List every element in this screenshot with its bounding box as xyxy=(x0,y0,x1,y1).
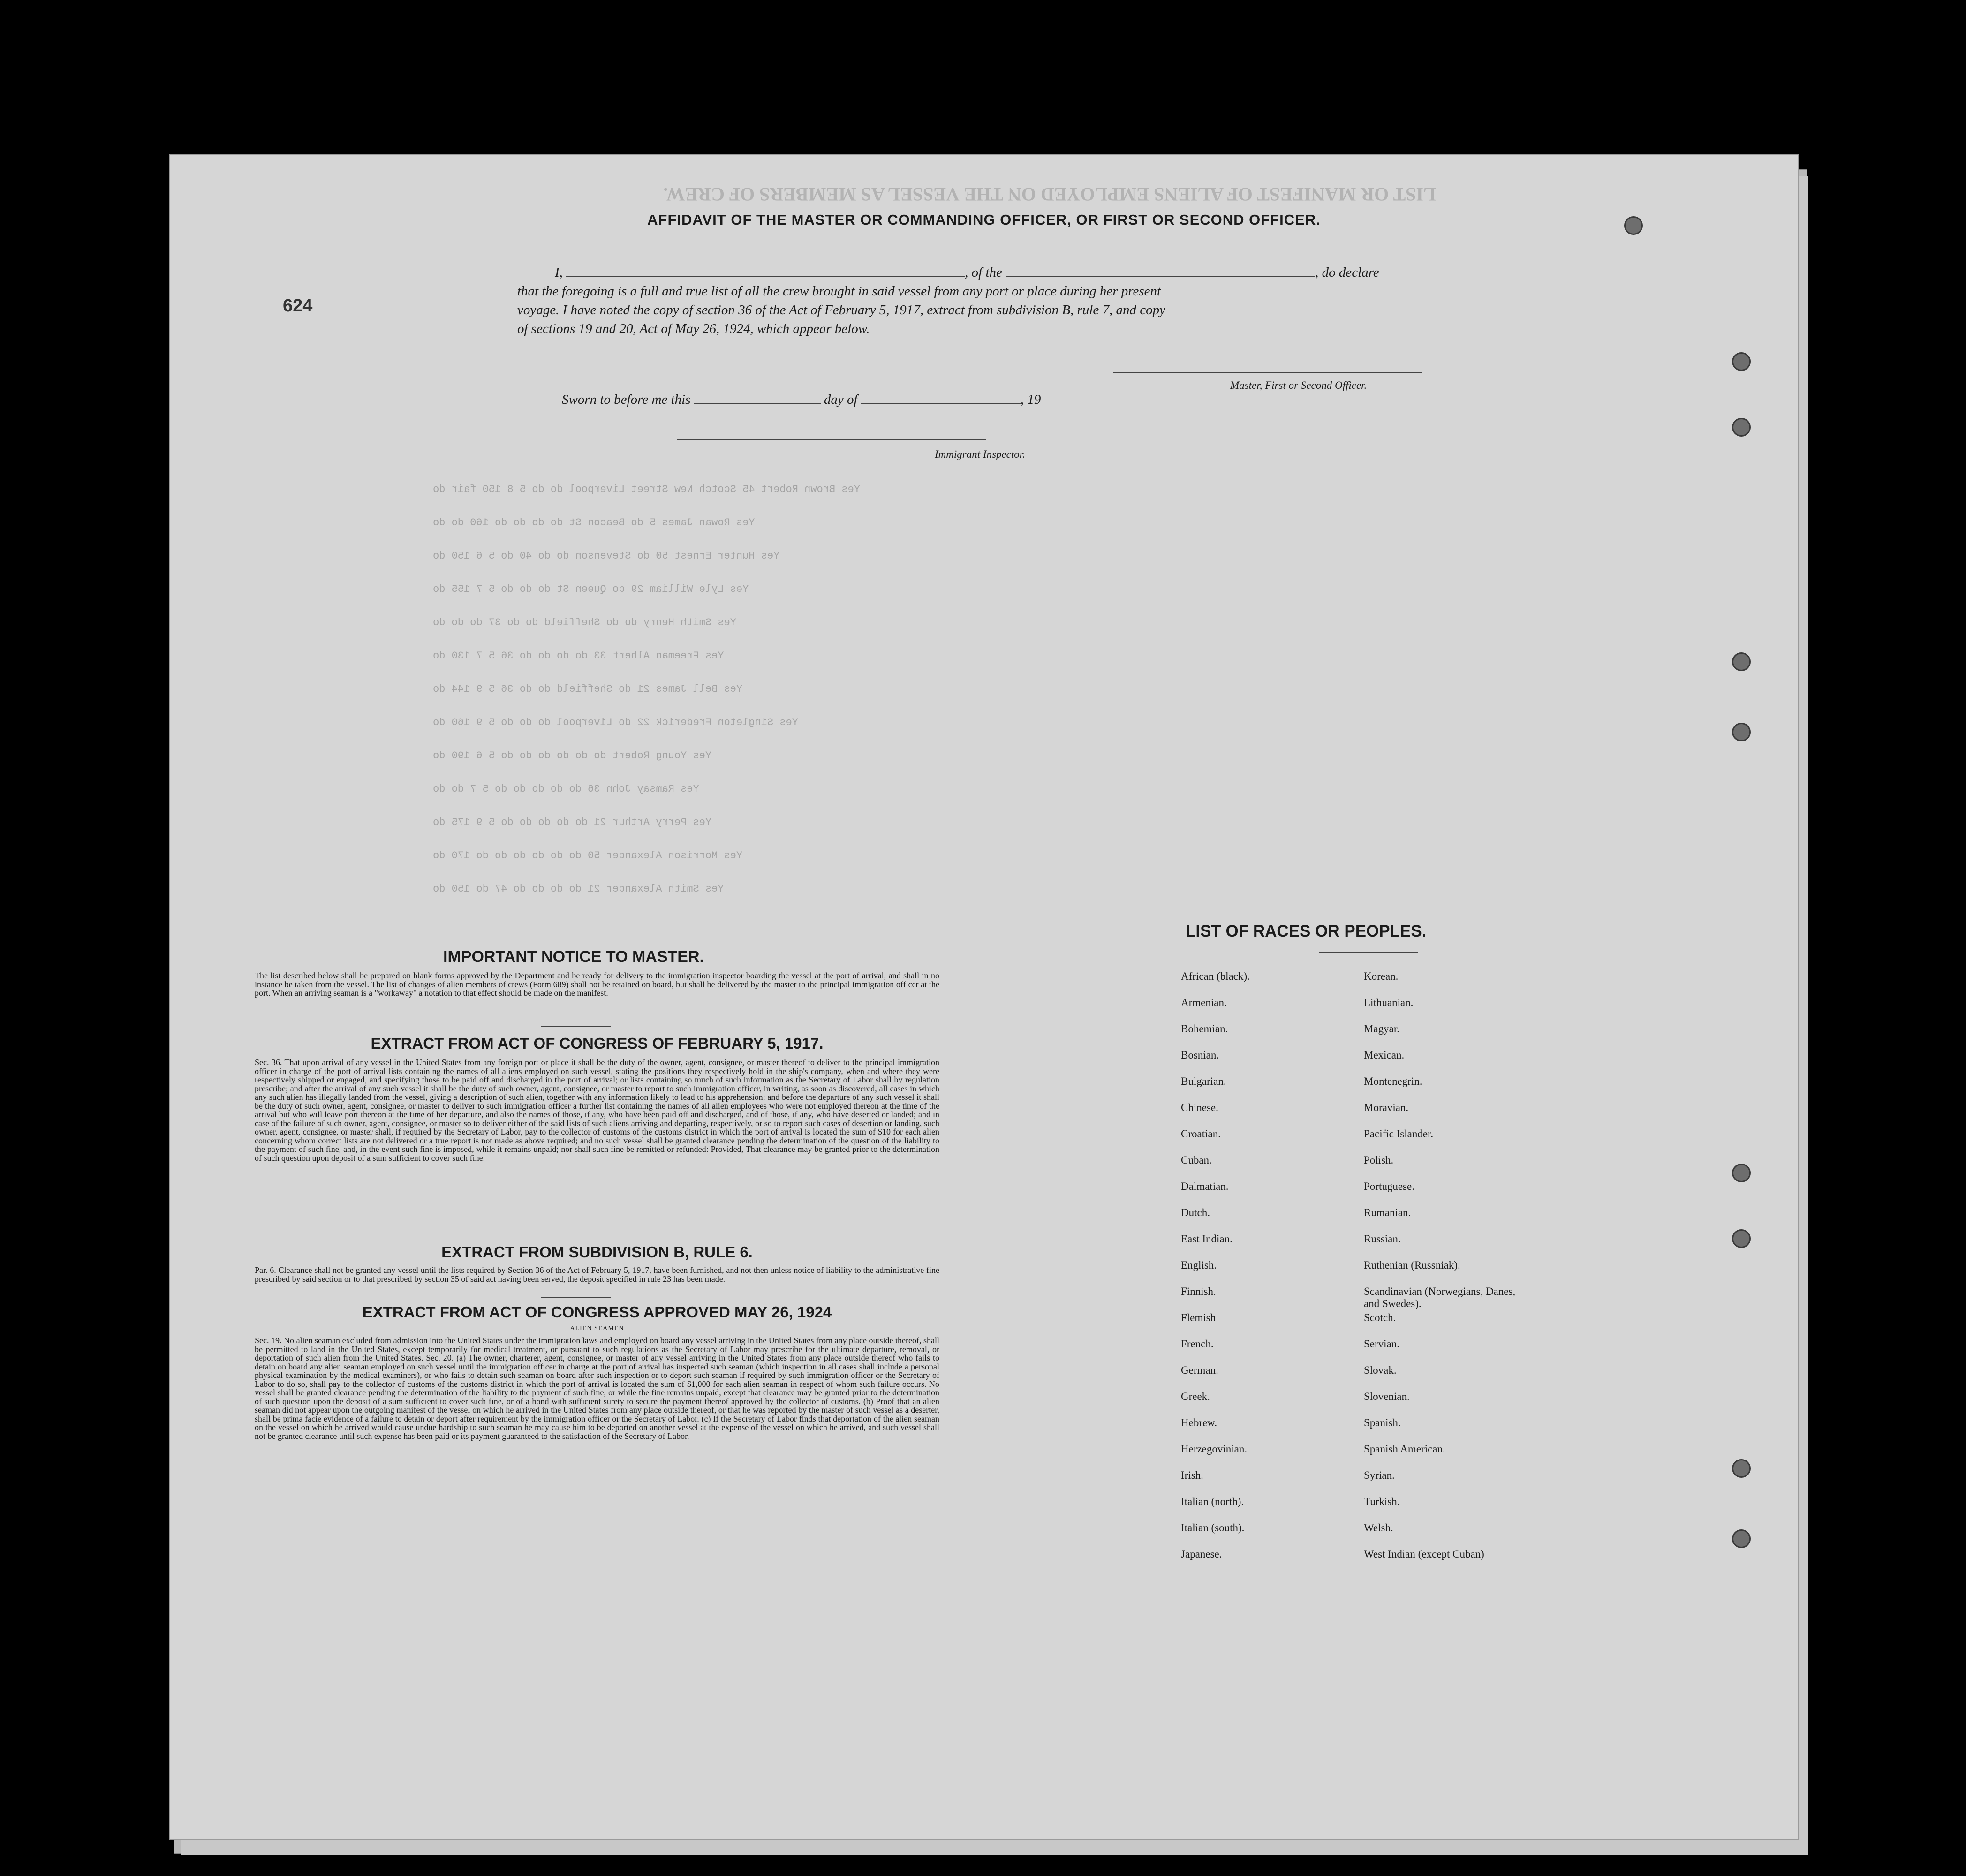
bleed-row: Yes Singleton Frederick 22 do Liverpool do do do 5 9 160 do xyxy=(433,717,798,728)
extract-1917-title: EXTRACT FROM ACT OF CONGRESS OF FEBRUARY 5, 1917. xyxy=(371,1035,824,1052)
race-item: Armenian. xyxy=(1181,997,1227,1008)
bleed-row: Yes Bell James 21 do Sheffield do do 36 5 9 144 do xyxy=(433,683,743,695)
of-the-label: , of the xyxy=(965,265,1002,280)
affidavit-body xyxy=(517,263,1615,338)
race-item: Servian. xyxy=(1364,1338,1400,1350)
bleed-row: Yes Rowan James 5 do Beacon St do do do do 160 do do xyxy=(433,517,755,529)
race-item: Italian (south). xyxy=(1181,1522,1245,1534)
race-item: Korean. xyxy=(1364,970,1399,982)
inspector-label: Immigrant Inspector. xyxy=(935,448,1025,460)
master-label: Master, First or Second Officer. xyxy=(1230,379,1367,391)
binder-hole xyxy=(1732,418,1751,437)
day-of-label: day of xyxy=(824,392,858,407)
extract-1917-text: Sec. 36. That upon arrival of any vessel in the United States from any foreign port or place it shall be the duty of the owner, agent, consignee, or master thereof to deliver to the principal immigration officer in charge of the port of arrival lists containing the names of all aliens employed on such vessel, stating the positions they respectively hold in the ship's company, when and where they were respectively shipped or engaged, and specifying those to be paid off and discharged in the port of arrival; or lists containing so much of such information as the Secretary of Labor shall by regulation prescribe; and after the arrival of any such vessel it shall be the duty of such owner, agent, consignee, or master to report to such immigration officer, in writing, as soon as discovered, all cases in which any such alien has illegally landed from the vessel, giving a description of such alien, together with any information likely to lead to his apprehension; and before the departure of any such vessel it shall be the duty of such owner, agent, consignee, or master to deliver to such immigration officer a further list containing the names of all alien employees who were not employed thereon at the time of the arrival but who will leave port thereon at the time of her departure, and also the names of those, if any, who have been paid off and discharged, and of those, if any, who have deserted or landed; and in case of the failure of such owner, agent, consignee, or master so to deliver either of the said lists of such aliens arriving and departing, respectively, or so to report such cases of desertion or landing, such owner, agent, consignee, or master shall, if required by the Secretary of Labor, pay to the collector of customs of the customs district in which the port of arrival is located the sum of $10 for each alien concerning whom correct lists are not delivered or a true report is not made as above required; and no such vessel shall be granted clearance pending the determination of the question of the liability to the payment of such fine, and, in the event such fine is imposed, while it remains unpaid; nor shall such fine be remitted or refunded: Provided, That clearance may be granted prior to the determination of such question upon deposit of a sum sufficient to cover such fine. xyxy=(255,1058,939,1163)
master-signature-line xyxy=(1113,372,1422,373)
bleed-row: Yes Freeman Albert 33 do do do do 36 5 7 130 do xyxy=(433,650,724,662)
race-item: Bulgarian. xyxy=(1181,1075,1226,1087)
affidavit-line-1 xyxy=(517,263,1615,282)
bleed-row: Yes Smith Henry do do Sheffield do do 37 do do do xyxy=(433,617,736,628)
race-item: Croatian. xyxy=(1181,1128,1221,1140)
race-item: Finnish. xyxy=(1181,1286,1216,1297)
race-item: Irish. xyxy=(1181,1469,1203,1481)
notice-text: The list described below shall be prepared on blank forms approved by the Department and be ready for delivery to the immigration inspector boarding the vessel at the port of arrival, and shall in no instance be taken from the vessel. The list of changes of alien members of crews (Form 689) shall not be retained on board, but shall be delivered by the master to the principal immigration officer at the port. When an arriving seaman is a "workaway" a notation to that effect should be made on the manifest. xyxy=(255,971,939,998)
race-item: Japanese. xyxy=(1181,1548,1222,1560)
race-item: Spanish. xyxy=(1364,1417,1401,1429)
affidavit-title: AFFIDAVIT OF THE MASTER OR COMMANDING OFFICER, OR FIRST OR SECOND OFFICER. xyxy=(647,212,1321,228)
binder-hole xyxy=(1732,352,1751,371)
race-item: Welsh. xyxy=(1364,1522,1393,1534)
race-item: Pacific Islander. xyxy=(1364,1128,1434,1140)
binder-hole xyxy=(1624,216,1643,235)
race-item: Moravian. xyxy=(1364,1102,1409,1113)
vessel-name-blank xyxy=(1006,276,1315,277)
notice-title: IMPORTANT NOTICE TO MASTER. xyxy=(443,948,704,966)
bleed-through-heading: LIST OR MANIFEST OF ALIENS EMPLOYED ON THE VESSEL AS MEMBERS OF CREW. xyxy=(663,184,1436,205)
affidavit-line-4: of sections 19 and 20, Act of May 26, 1924, which appear below. xyxy=(517,321,870,336)
document-page xyxy=(169,154,1799,1840)
affidavit-line-3: voyage. I have noted the copy of section 36 of the Act of February 5, 1917, extract from subdivision B, rule 7, and copy xyxy=(517,303,1166,318)
affidavit-line-2: that the foregoing is a full and true list of all the crew brought in said vessel from any port or place during her present xyxy=(517,284,1161,299)
races-right-column xyxy=(1364,970,1533,1574)
bleed-row: Yes Lyle William 29 do Queen St do do do 5 7 155 do xyxy=(433,583,749,595)
race-item: Montenegrin. xyxy=(1364,1075,1422,1087)
race-item: Scandinavian (Norwegians, Danes, and Swedes). xyxy=(1364,1286,1516,1309)
races-title: LIST OF RACES OR PEOPLES. xyxy=(1186,922,1427,940)
extract-rule6-text: Par. 6. Clearance shall not be granted any vessel until the lists required by Section 36 of the Act of February 5, 1917, have been furnished, and not then unless notice of liability to the administrative fine prescribed by said section or to that prescribed by section 35 of said act having been served, the deposit specified in rule 23 has been made. xyxy=(255,1265,939,1284)
race-item: Spanish American. xyxy=(1364,1443,1445,1455)
race-item: Slovenian. xyxy=(1364,1391,1410,1402)
sworn-label: Sworn to before me this xyxy=(562,392,691,407)
race-item: Rumanian. xyxy=(1364,1207,1411,1218)
binder-hole xyxy=(1732,1529,1751,1548)
race-item: Bosnian. xyxy=(1181,1049,1219,1061)
do-declare-label: , do declare xyxy=(1315,265,1379,280)
declarant-prefix: I, xyxy=(555,265,563,280)
sworn-day-blank xyxy=(694,403,821,404)
bleed-row: Yes Brown Robert 45 Scotch New Street Liverpool do do 5 8 150 fair do xyxy=(433,484,860,495)
race-item: East Indian. xyxy=(1181,1233,1233,1245)
race-item: German. xyxy=(1181,1364,1218,1376)
race-item: Slovak. xyxy=(1364,1364,1397,1376)
race-item: Hebrew. xyxy=(1181,1417,1217,1429)
race-item: Ruthenian (Russniak). xyxy=(1364,1259,1460,1271)
binder-hole xyxy=(1732,1164,1751,1182)
declarant-name-blank xyxy=(566,276,965,277)
race-item: African (black). xyxy=(1181,970,1250,982)
bleed-row: Yes Perry Arthur 21 do do do do do 5 9 175 do xyxy=(433,817,712,828)
sworn-line xyxy=(562,392,1041,408)
race-item: Lithuanian. xyxy=(1364,997,1414,1008)
margin-number: 624 xyxy=(283,296,313,316)
races-left-column xyxy=(1181,970,1250,1574)
race-item: Mexican. xyxy=(1364,1049,1405,1061)
race-item: Herzegovinian. xyxy=(1181,1443,1248,1455)
extract-1924-text: Sec. 19. No alien seaman excluded from admission into the United States under the immigration laws and employed on board any vessel arriving in the United States from any place outside thereof, shall be permitted to land in the United States, except temporarily for medical treatment, or pursuant to such regulations as the Secretary of Labor may prescribe for the ultimate departure, removal, or deportation of such alien from the United States. Sec. 20. (a) The owner, charterer, agent, consignee, or master of any vessel arriving in the United States from any place outside thereof who fails to detain on board any alien seaman employed on such vessel until the immigration officer in charge at the port of arrival has inspected such seaman (which inspection in all cases shall include a personal physical examination by the medical examiners), or who fails to detain such seaman on board after such inspection or to deport such seaman if required by such immigration officer or the Secretary of Labor to do so, shall pay to the collector of customs of the customs district in which the port of arrival is located the sum of $1,000 for each alien seaman in respect of whom such failure occurs. No vessel shall be granted clearance pending the determination of the liability to the payment of such fine, or while the fine remains unpaid, except that clearance may be granted prior to the determination of such question upon the deposit of a sum sufficient to cover such fine, or of a bond with sufficient surety to secure the payment thereof approved by the collector of customs. (b) Proof that an alien seaman did not appear upon the outgoing manifest of the vessel on which he arrived in the United States from any place outside thereof, or that he was reported by the master of such vessel as a deserter, shall be prima facie evidence of a failure to detain or deport after requirement by the immigration officer or the Secretary of Labor. (c) If the Secretary of Labor finds that deportation of the alien seaman on the vessel on which he arrived would cause undue hardship to such seaman he may cause him to be deported on another vessel at the expense of the vessel on which he arrived, and such vessel shall not be granted clearance until such expense has been paid or its payment guaranteed to the satisfaction of the Secretary of Labor. xyxy=(255,1336,939,1441)
year-label: , 19 xyxy=(1020,392,1041,407)
extract-1924-title: EXTRACT FROM ACT OF CONGRESS APPROVED MAY 26, 1924 xyxy=(362,1303,832,1321)
race-item: Dutch. xyxy=(1181,1207,1210,1218)
bleed-through-rows xyxy=(433,484,1802,916)
bleed-row: Yes Hunter Ernest 50 do Stevenson do do 40 do 5 6 150 do xyxy=(433,550,780,562)
race-item: Polish. xyxy=(1364,1154,1394,1166)
race-item: Scotch. xyxy=(1364,1312,1396,1324)
extract-1924-subtitle: ALIEN SEAMEN xyxy=(570,1325,624,1332)
bleed-row: Yes Smith Alexander 21 do do do do 47 do 150 do xyxy=(433,883,724,895)
binder-hole xyxy=(1732,1459,1751,1478)
race-item: English. xyxy=(1181,1259,1217,1271)
race-item: Syrian. xyxy=(1364,1469,1395,1481)
race-item: Bohemian. xyxy=(1181,1023,1228,1035)
race-item: Turkish. xyxy=(1364,1496,1400,1507)
race-item: Dalmatian. xyxy=(1181,1180,1229,1192)
race-item: Flemish xyxy=(1181,1312,1216,1324)
race-item: Chinese. xyxy=(1181,1102,1218,1113)
race-item: Russian. xyxy=(1364,1233,1401,1245)
race-item: West Indian (except Cuban) xyxy=(1364,1548,1484,1560)
binder-hole xyxy=(1732,652,1751,671)
race-item: Portuguese. xyxy=(1364,1180,1414,1192)
bleed-row: Yes Young Robert do do do do do do 5 6 190 do xyxy=(433,750,712,762)
race-item: Cuban. xyxy=(1181,1154,1212,1166)
inspector-signature-line xyxy=(677,439,986,440)
bleed-row: Yes Morrison Alexander 50 do do do do do do 170 do xyxy=(433,850,743,862)
race-item: Greek. xyxy=(1181,1391,1210,1402)
race-item: French. xyxy=(1181,1338,1214,1350)
race-item: Italian (north). xyxy=(1181,1496,1244,1507)
sworn-month-blank xyxy=(861,403,1021,404)
extract-rule6-title: EXTRACT FROM SUBDIVISION B, RULE 6. xyxy=(441,1243,753,1261)
bleed-row: Yes Ramsay John 36 do do do do do 5 7 do do xyxy=(433,783,699,795)
binder-hole xyxy=(1732,1229,1751,1248)
binder-hole xyxy=(1732,723,1751,741)
races-title-rule xyxy=(1319,952,1418,953)
divider xyxy=(541,1026,611,1027)
divider xyxy=(541,1297,611,1298)
race-item: Magyar. xyxy=(1364,1023,1400,1035)
